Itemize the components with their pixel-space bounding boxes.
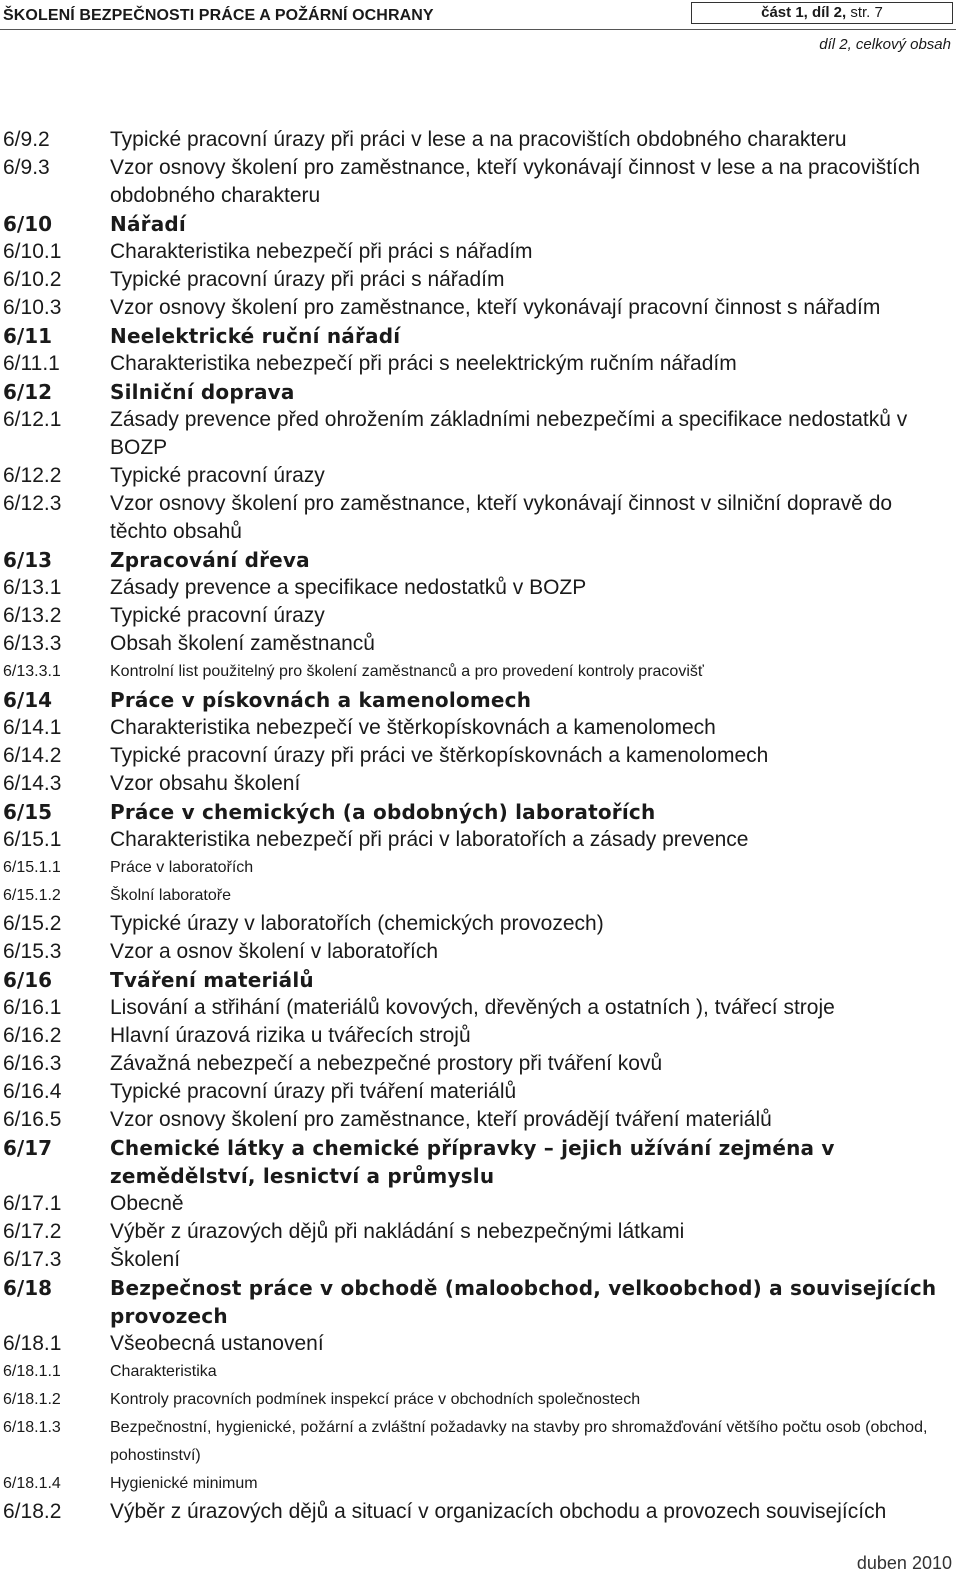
toc-entry <box>0 1498 960 1526</box>
toc-entry-title: Výběr z úrazových dějů a situací v organizacích obchodu a provozech souvisejících <box>110 1500 887 1523</box>
toc-entry-title: Všeobecná ustanovení <box>110 1332 324 1355</box>
toc-entry-title: Práce v pískovnách a kamenolomech <box>110 688 532 712</box>
toc-entry <box>0 602 960 630</box>
toc-entry-number: 6/15 <box>3 800 53 824</box>
toc-entry-title: Lisování a střihání (materiálů kovových, dřevěných a ostatních ), tvářecí stroje <box>110 996 835 1019</box>
toc-entry-title: Práce v laboratořích <box>110 859 254 876</box>
toc-entry <box>0 350 960 378</box>
toc-entry-number: 6/13.3 <box>3 632 62 655</box>
toc-entry-number: 6/16.4 <box>3 1080 62 1103</box>
toc-entry-number: 6/14.2 <box>3 744 62 767</box>
toc-entry-number: 6/15.3 <box>3 940 62 963</box>
toc-section-heading <box>0 322 960 350</box>
toc-entry <box>0 938 960 966</box>
toc-entry-number: 6/16.1 <box>3 996 62 1019</box>
toc-entry-number: 6/13 <box>3 548 53 572</box>
running-header-title: ŠKOLENÍ BEZPEČNOSTI PRÁCE A POŽÁRNÍ OCHRANY <box>3 7 434 24</box>
toc-entry-number: 6/17.1 <box>3 1192 62 1215</box>
toc-section-heading <box>0 1274 960 1330</box>
toc-entry <box>0 574 960 602</box>
toc-entry <box>0 1050 960 1078</box>
toc-entry <box>0 630 960 658</box>
section-subtitle: díl 2, celkový obsah <box>819 36 951 53</box>
toc-section-heading <box>0 378 960 406</box>
toc-entry-number: 6/14.3 <box>3 772 62 795</box>
toc-entry <box>0 910 960 938</box>
toc-entry-title: Školení <box>110 1248 181 1271</box>
toc-entry-title: Hlavní úrazová rizika u tvářecích strojů <box>110 1024 471 1047</box>
toc-entry-number: 6/18.2 <box>3 1500 62 1523</box>
toc-entry <box>0 826 960 854</box>
toc-entry-title: Charakteristika nebezpečí při práci s nářadím <box>110 240 533 263</box>
toc-entry-number: 6/16 <box>3 968 53 992</box>
toc-entry <box>0 742 960 770</box>
table-of-contents <box>0 126 960 1526</box>
toc-entry-title: Bezpečnostní, hygienické, požární a zvláštní požadavky na stavby pro shromažďování většího počtu osob (obchod, pohostinství) <box>110 1419 928 1464</box>
toc-entry-title: Práce v chemických (a obdobných) laboratořích <box>110 800 656 824</box>
toc-section-heading <box>0 1134 960 1190</box>
toc-entry-title: Silniční doprava <box>110 380 295 404</box>
toc-section-heading <box>0 546 960 574</box>
toc-entry-number: 6/13.3.1 <box>3 663 61 680</box>
toc-entry-title: Typické pracovní úrazy při práci v lese a na pracovištích obdobného charakteru <box>110 128 847 151</box>
toc-entry-number: 6/18.1.2 <box>3 1391 61 1408</box>
toc-entry <box>0 266 960 294</box>
toc-entry-title: Charakteristika <box>110 1363 217 1380</box>
toc-entry-number: 6/17.2 <box>3 1220 62 1243</box>
toc-section-heading <box>0 210 960 238</box>
toc-entry-title: Zásady prevence před ohrožením základními nebezpečími a specifikace nedostatků v BOZP <box>110 408 908 459</box>
toc-entry-number: 6/12.3 <box>3 492 62 515</box>
toc-entry <box>0 126 960 154</box>
toc-entry-title: Závažná nebezpečí a nebezpečné prostory při tváření kovů <box>110 1052 663 1075</box>
toc-entry <box>0 1470 960 1498</box>
toc-section-heading <box>0 798 960 826</box>
header-rule <box>0 29 956 30</box>
toc-entry-number: 6/15.1.1 <box>3 859 61 876</box>
toc-section-heading <box>0 686 960 714</box>
toc-entry <box>0 1190 960 1218</box>
toc-entry-number: 6/18.1.1 <box>3 1363 61 1380</box>
toc-entry <box>0 1078 960 1106</box>
toc-entry <box>0 1246 960 1274</box>
toc-entry-number: 6/12 <box>3 380 53 404</box>
toc-entry-number: 6/10.2 <box>3 268 62 291</box>
toc-entry <box>0 1022 960 1050</box>
toc-entry-number: 6/13.1 <box>3 576 62 599</box>
toc-entry-title: Výběr z úrazových dějů při nakládání s nebezpečnými látkami <box>110 1220 685 1243</box>
toc-entry-number: 6/11 <box>3 324 53 348</box>
toc-entry-title: Chemické látky a chemické přípravky – jejich užívání zejména v zemědělství, lesnictví a průmyslu <box>110 1136 835 1188</box>
toc-entry-number: 6/12.2 <box>3 464 62 487</box>
toc-entry-number: 6/15.2 <box>3 912 62 935</box>
toc-entry-number: 6/11.1 <box>3 352 60 375</box>
toc-entry-number: 6/15.1 <box>3 828 62 851</box>
toc-entry-title: Charakteristika nebezpečí ve štěrkopískovnách a kamenolomech <box>110 716 716 739</box>
toc-entry-title: Školní laboratoře <box>110 887 231 904</box>
toc-entry <box>0 154 960 210</box>
toc-entry-number: 6/12.1 <box>3 408 62 431</box>
toc-entry-number: 6/10 <box>3 212 53 236</box>
toc-entry-title: Charakteristika nebezpečí při práci s neelektrickým ručním nářadím <box>110 352 737 375</box>
toc-entry-number: 6/14 <box>3 688 53 712</box>
toc-entry-title: Vzor osnovy školení pro zaměstnance, kteří provádějí tváření materiálů <box>110 1108 772 1131</box>
toc-entry-title: Hygienické minimum <box>110 1475 258 1492</box>
toc-entry-title: Vzor osnovy školení pro zaměstnance, kteří vykonávají pracovní činnost s nářadím <box>110 296 881 319</box>
toc-entry-number: 6/10.1 <box>3 240 62 263</box>
toc-entry-title: Zásady prevence a specifikace nedostatků v BOZP <box>110 576 587 599</box>
toc-entry-title: Vzor obsahu školení <box>110 772 301 795</box>
toc-entry-number: 6/13.2 <box>3 604 62 627</box>
toc-entry-title: Typické pracovní úrazy při práci ve štěrkopískovnách a kamenolomech <box>110 744 769 767</box>
toc-entry <box>0 238 960 266</box>
toc-entry-number: 6/10.3 <box>3 296 62 319</box>
toc-entry-number: 6/9.2 <box>3 128 50 151</box>
toc-entry <box>0 490 960 546</box>
toc-entry-number: 6/15.1.2 <box>3 887 61 904</box>
toc-entry-number: 6/18.1.4 <box>3 1475 61 1492</box>
toc-entry-title: Charakteristika nebezpečí při práci v laboratořích a zásady prevence <box>110 828 749 851</box>
toc-entry-title: Zpracování dřeva <box>110 548 310 572</box>
toc-entry-title: Typické pracovní úrazy při tváření materiálů <box>110 1080 517 1103</box>
footer-date: duben 2010 <box>856 1553 952 1573</box>
toc-entry-number: 6/9.3 <box>3 156 50 179</box>
toc-entry <box>0 882 960 910</box>
part-page-box <box>691 2 953 24</box>
toc-entry-number: 6/16.5 <box>3 1108 62 1131</box>
toc-entry-title: Bezpečnost práce v obchodě (maloobchod, velkoobchod) a souvisejících provozech <box>110 1276 937 1328</box>
toc-entry <box>0 462 960 490</box>
toc-entry-number: 6/16.3 <box>3 1052 62 1075</box>
toc-entry-number: 6/17.3 <box>3 1248 62 1271</box>
toc-entry <box>0 994 960 1022</box>
toc-entry <box>0 1386 960 1414</box>
toc-entry-number: 6/14.1 <box>3 716 62 739</box>
toc-entry-title: Vzor osnovy školení pro zaměstnance, kteří vykonávají činnost v silniční dopravě do těchto obsahů <box>110 492 893 543</box>
toc-entry-number: 6/17 <box>3 1136 53 1160</box>
toc-entry-number: 6/18 <box>3 1276 53 1300</box>
toc-entry <box>0 854 960 882</box>
toc-entry <box>0 1330 960 1358</box>
toc-entry-title: Obsah školení zaměstnanců <box>110 632 375 655</box>
toc-entry-title: Vzor a osnov školení v laboratořích <box>110 940 439 963</box>
toc-entry <box>0 1218 960 1246</box>
toc-entry-title: Typické pracovní úrazy <box>110 464 325 487</box>
toc-entry <box>0 1358 960 1386</box>
toc-entry-title: Nářadí <box>110 212 186 236</box>
page-number: str. 7 <box>850 4 883 21</box>
toc-entry-title: Tváření materiálů <box>110 968 314 992</box>
toc-entry-number: 6/16.2 <box>3 1024 62 1047</box>
toc-entry-title: Typické pracovní úrazy při práci s nářadím <box>110 268 505 291</box>
toc-entry-title: Vzor osnovy školení pro zaměstnance, kteří vykonávají činnost v lese a na pracovištích obdobného charakteru <box>110 156 921 207</box>
toc-entry-title: Kontroly pracovních podmínek inspekcí práce v obchodních společnostech <box>110 1391 641 1408</box>
toc-entry <box>0 770 960 798</box>
toc-entry <box>0 658 960 686</box>
toc-entry-title: Typické pracovní úrazy <box>110 604 325 627</box>
toc-entry <box>0 406 960 462</box>
toc-entry <box>0 1106 960 1134</box>
toc-entry-title: Typické úrazy v laboratořích (chemických provozech) <box>110 912 604 935</box>
toc-entry-title: Kontrolní list použitelný pro školení zaměstnanců a pro provedení kontroly pracovišť <box>110 663 704 680</box>
toc-entry-title: Obecně <box>110 1192 184 1215</box>
toc-entry-number: 6/18.1.3 <box>3 1419 61 1436</box>
toc-entry <box>0 714 960 742</box>
toc-section-heading <box>0 966 960 994</box>
toc-entry-title: Neelektrické ruční nářadí <box>110 324 401 348</box>
toc-entry <box>0 1414 960 1470</box>
part-label: část 1, díl 2, <box>761 4 847 21</box>
toc-entry-number: 6/18.1 <box>3 1332 62 1355</box>
toc-entry <box>0 294 960 322</box>
